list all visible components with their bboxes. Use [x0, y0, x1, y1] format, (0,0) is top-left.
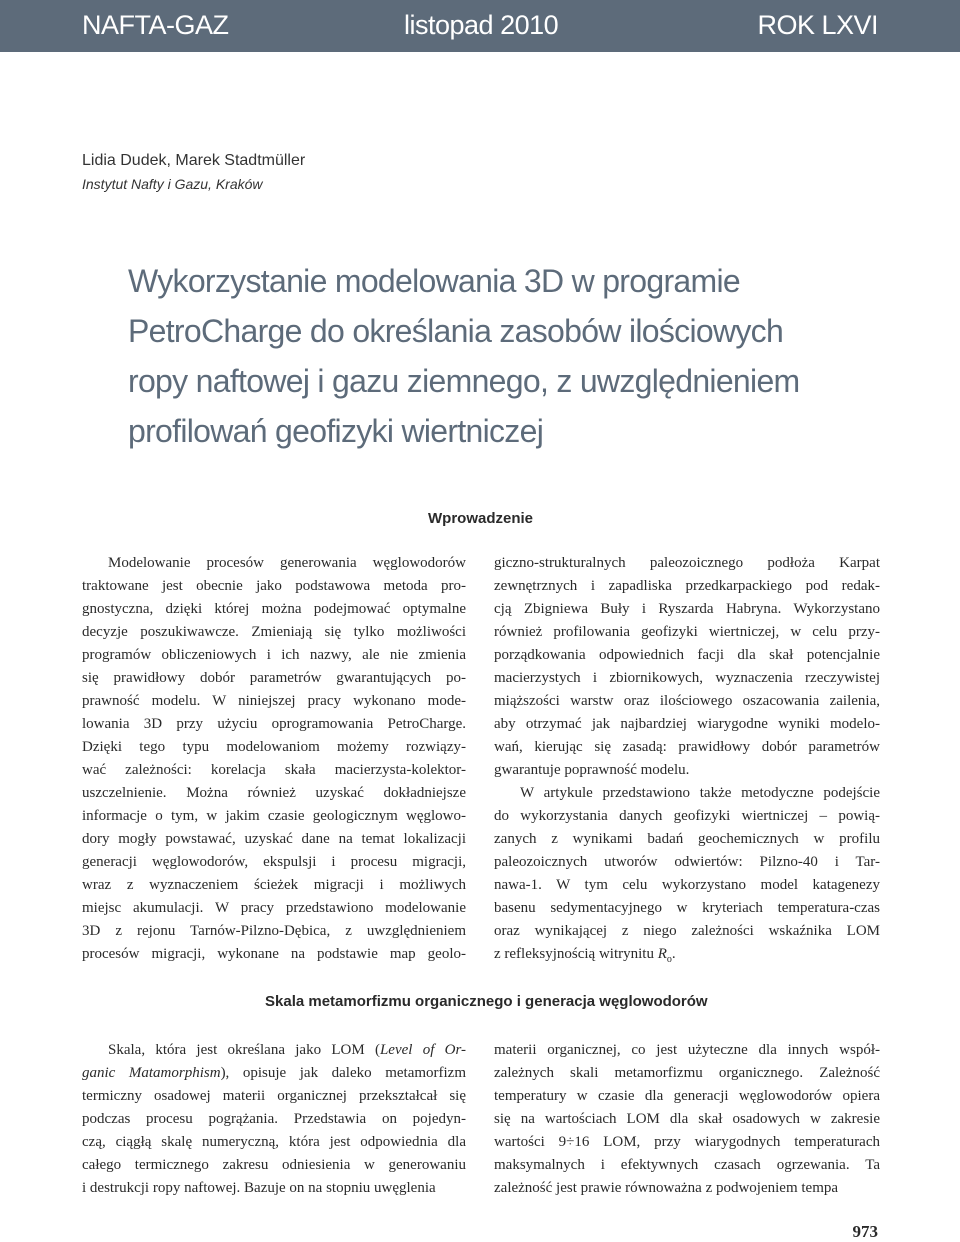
paragraph-line: materii organicznej, co jest użyteczne dla innych współ-	[494, 1042, 880, 1058]
authors: Lidia Dudek, Marek Stadtmüller	[82, 152, 306, 169]
title-line: Wykorzystanie modelowania 3D w programie	[128, 263, 740, 299]
paragraph-line: również profilowania geofizyki wiertniczej, w celu przy-	[494, 624, 880, 640]
paragraph-line: basenu sedymentacyjnego w kryteriach temperatura-czas	[494, 900, 880, 916]
title-line: PetroCharge do określania zasobów ilościowych	[128, 313, 784, 349]
intro-column-right	[494, 552, 880, 966]
paragraph-line: lowania 3D przy użyciu oprogramowania PetroCharge.	[82, 716, 466, 732]
paragraph-line: i destrukcji ropy naftowej. Bazuje on na stopniu uwęglenia	[82, 1180, 436, 1196]
paragraph-line: się na wartościach LOM dla skał osadowych w zakresie	[494, 1111, 880, 1127]
paragraph-line: zanych z wynikami badań geochemicznych w profilu	[494, 831, 880, 847]
paragraph-line: procesów migracji, wykonane na podstawie map geolo-	[82, 946, 466, 962]
paragraph-line: Modelowanie procesów generowania węglowodorów	[108, 555, 466, 571]
paragraph-line: wać zależności: korelacja skała macierzysta-kolektor-	[82, 762, 466, 778]
ro-subscript: o	[666, 954, 672, 965]
title-line: ropy naftowej i gazu ziemnego, z uwzględnieniem	[128, 363, 800, 399]
paragraph-line: porządkowania odpowiednich facji dla skał potencjalnie	[494, 647, 880, 663]
section-heading-lom-scale: Skala metamorfizmu organicznego i generacja węglowodorów	[265, 993, 708, 1010]
paragraph-line: oraz wynikającej z niego zależności wskaźnika LOM	[494, 923, 880, 939]
paragraph-line: aby otrzymać jak najbardziej wiarygodne wyniki modelo-	[494, 716, 880, 732]
paragraph-line: uszczelnienie. Można również uzyskać dokładniejsze	[82, 785, 466, 801]
paragraph-line: W artykule przedstawiono także metodyczne podejście	[520, 785, 880, 801]
paragraph-line: giczno-strukturalnych paleozoicznego podłoża Karpat	[494, 555, 880, 571]
paragraph-line: się prawidłowy dobór parametrów gwarantujących po-	[82, 670, 466, 686]
paragraph-line: wartości 9÷16 LOM, przy wiarygodnych temperaturach	[494, 1134, 880, 1150]
paragraph-line: do wykorzystania danych geofizyki wiertniczej – powią-	[494, 808, 880, 824]
journal-header-bar	[0, 0, 960, 52]
paragraph-line: paleozoicznych utworów odwiertów: Pilzno-40 i Tar-	[494, 854, 880, 870]
paragraph-line: generacji węglowodorów, ekspulsji i procesu migracji,	[82, 854, 466, 870]
paragraph-line: miąższości warstw oraz ilościowego oszacowania zailenia,	[494, 693, 880, 709]
journal-name: NAFTA-GAZ	[82, 10, 229, 40]
paragraph-line: z refleksyjnością witrynitu $R_o$.	[494, 946, 676, 965]
paragraph-line: gnostyczna, dzięki której można podejmować optymalne	[82, 601, 466, 617]
paragraph-line: termiczny osadowej materii organicznej przekształcał się	[82, 1088, 466, 1104]
paragraph-line: zewnętrznych i zapadliska przedkarpackiego pod redak-	[494, 578, 880, 594]
paragraph-line: Dzięki tego typu modelowaniom możemy rozwiązy-	[82, 739, 466, 755]
paragraph-line: wraz z wyznaczeniem ścieżek migracji i możliwych	[82, 877, 466, 893]
paragraph-line: czą, ciągłą skalę numeryczną, która jest odpowiednia dla	[82, 1134, 466, 1150]
paragraph-line: cją Zbigniewa Buły i Ryszarda Habryna. Wykorzystano	[494, 601, 880, 617]
paragraph-line: prawność modelu. W niniejszej pracy wykonano mode-	[82, 693, 466, 709]
paragraph-line: macierzystych i zbiornikowych, wyznaczenia rzeczywistej	[494, 670, 880, 686]
paragraph-line: podczas procesu pogrążania. Przedstawia on pojedyn-	[82, 1111, 466, 1127]
lom-column-right	[494, 1039, 880, 1200]
paragraph-line: Skala, która jest określana jako LOM (Level of Or-	[108, 1042, 466, 1058]
paragraph-line: dory mogły powstawać, uzyskać dane na temat lokalizacji	[82, 831, 466, 847]
title-line: profilowań geofizyki wiertniczej	[128, 413, 544, 449]
paragraph-line: decyzje poszukiwawcze. Zmieniają się tylko możliwości	[82, 624, 466, 640]
affiliation: Instytut Nafty i Gazu, Kraków	[82, 176, 263, 192]
intro-column-left	[82, 552, 466, 966]
issue-date: listopad 2010	[404, 10, 559, 40]
paragraph-line: całego termicznego zakresu odniesienia w generowaniu	[82, 1157, 466, 1173]
paragraph-line: nawa-1. W tym celu wykorzystano model katagenezy	[494, 877, 880, 893]
article-title	[128, 256, 888, 456]
paragraph-line: zależność jest prawie równoważna z podwojeniem tempa	[494, 1180, 839, 1196]
lom-column-left	[82, 1039, 466, 1200]
volume-number: ROK LXVI	[757, 10, 878, 40]
paragraph-line: traktowane jest obecnie jako podstawowa metoda pro-	[82, 578, 466, 594]
ro-symbol: R	[657, 946, 667, 962]
paragraph-line: programów obliczeniowych i ich nazwy, ale nie zmienia	[82, 647, 466, 663]
paragraph-line: miejsc akumulacji. W pracy przedstawiono modelowanie	[82, 900, 466, 916]
paragraph-line: temperatury w czasie dla generacji węglowodorów opiera	[494, 1088, 880, 1104]
paragraph-line: informacje o tym, w jakim czasie geologicznym węglowo-	[82, 808, 466, 824]
paragraph-line: 3D z rejonu Tarnów-Pilzno-Dębica, z uwzględnieniem	[82, 923, 466, 939]
paragraph-line: ganic Matamorphism), opisuje jak daleko metamorfizm	[82, 1065, 466, 1081]
paragraph-line: maksymalnych i efektywnych czasach ogrzewania. Ta	[494, 1157, 880, 1173]
page-number: 973	[852, 1222, 878, 1241]
paragraph-line: gwarantuje poprawność modelu.	[494, 762, 690, 778]
paragraph-line: wań, kierując się zasadą: prawidłowy dobór parametrów	[494, 739, 880, 755]
section-heading-introduction: Wprowadzenie	[428, 510, 534, 527]
paragraph-line: zależnych skali metamorfizmu organicznego. Zależność	[494, 1065, 880, 1081]
